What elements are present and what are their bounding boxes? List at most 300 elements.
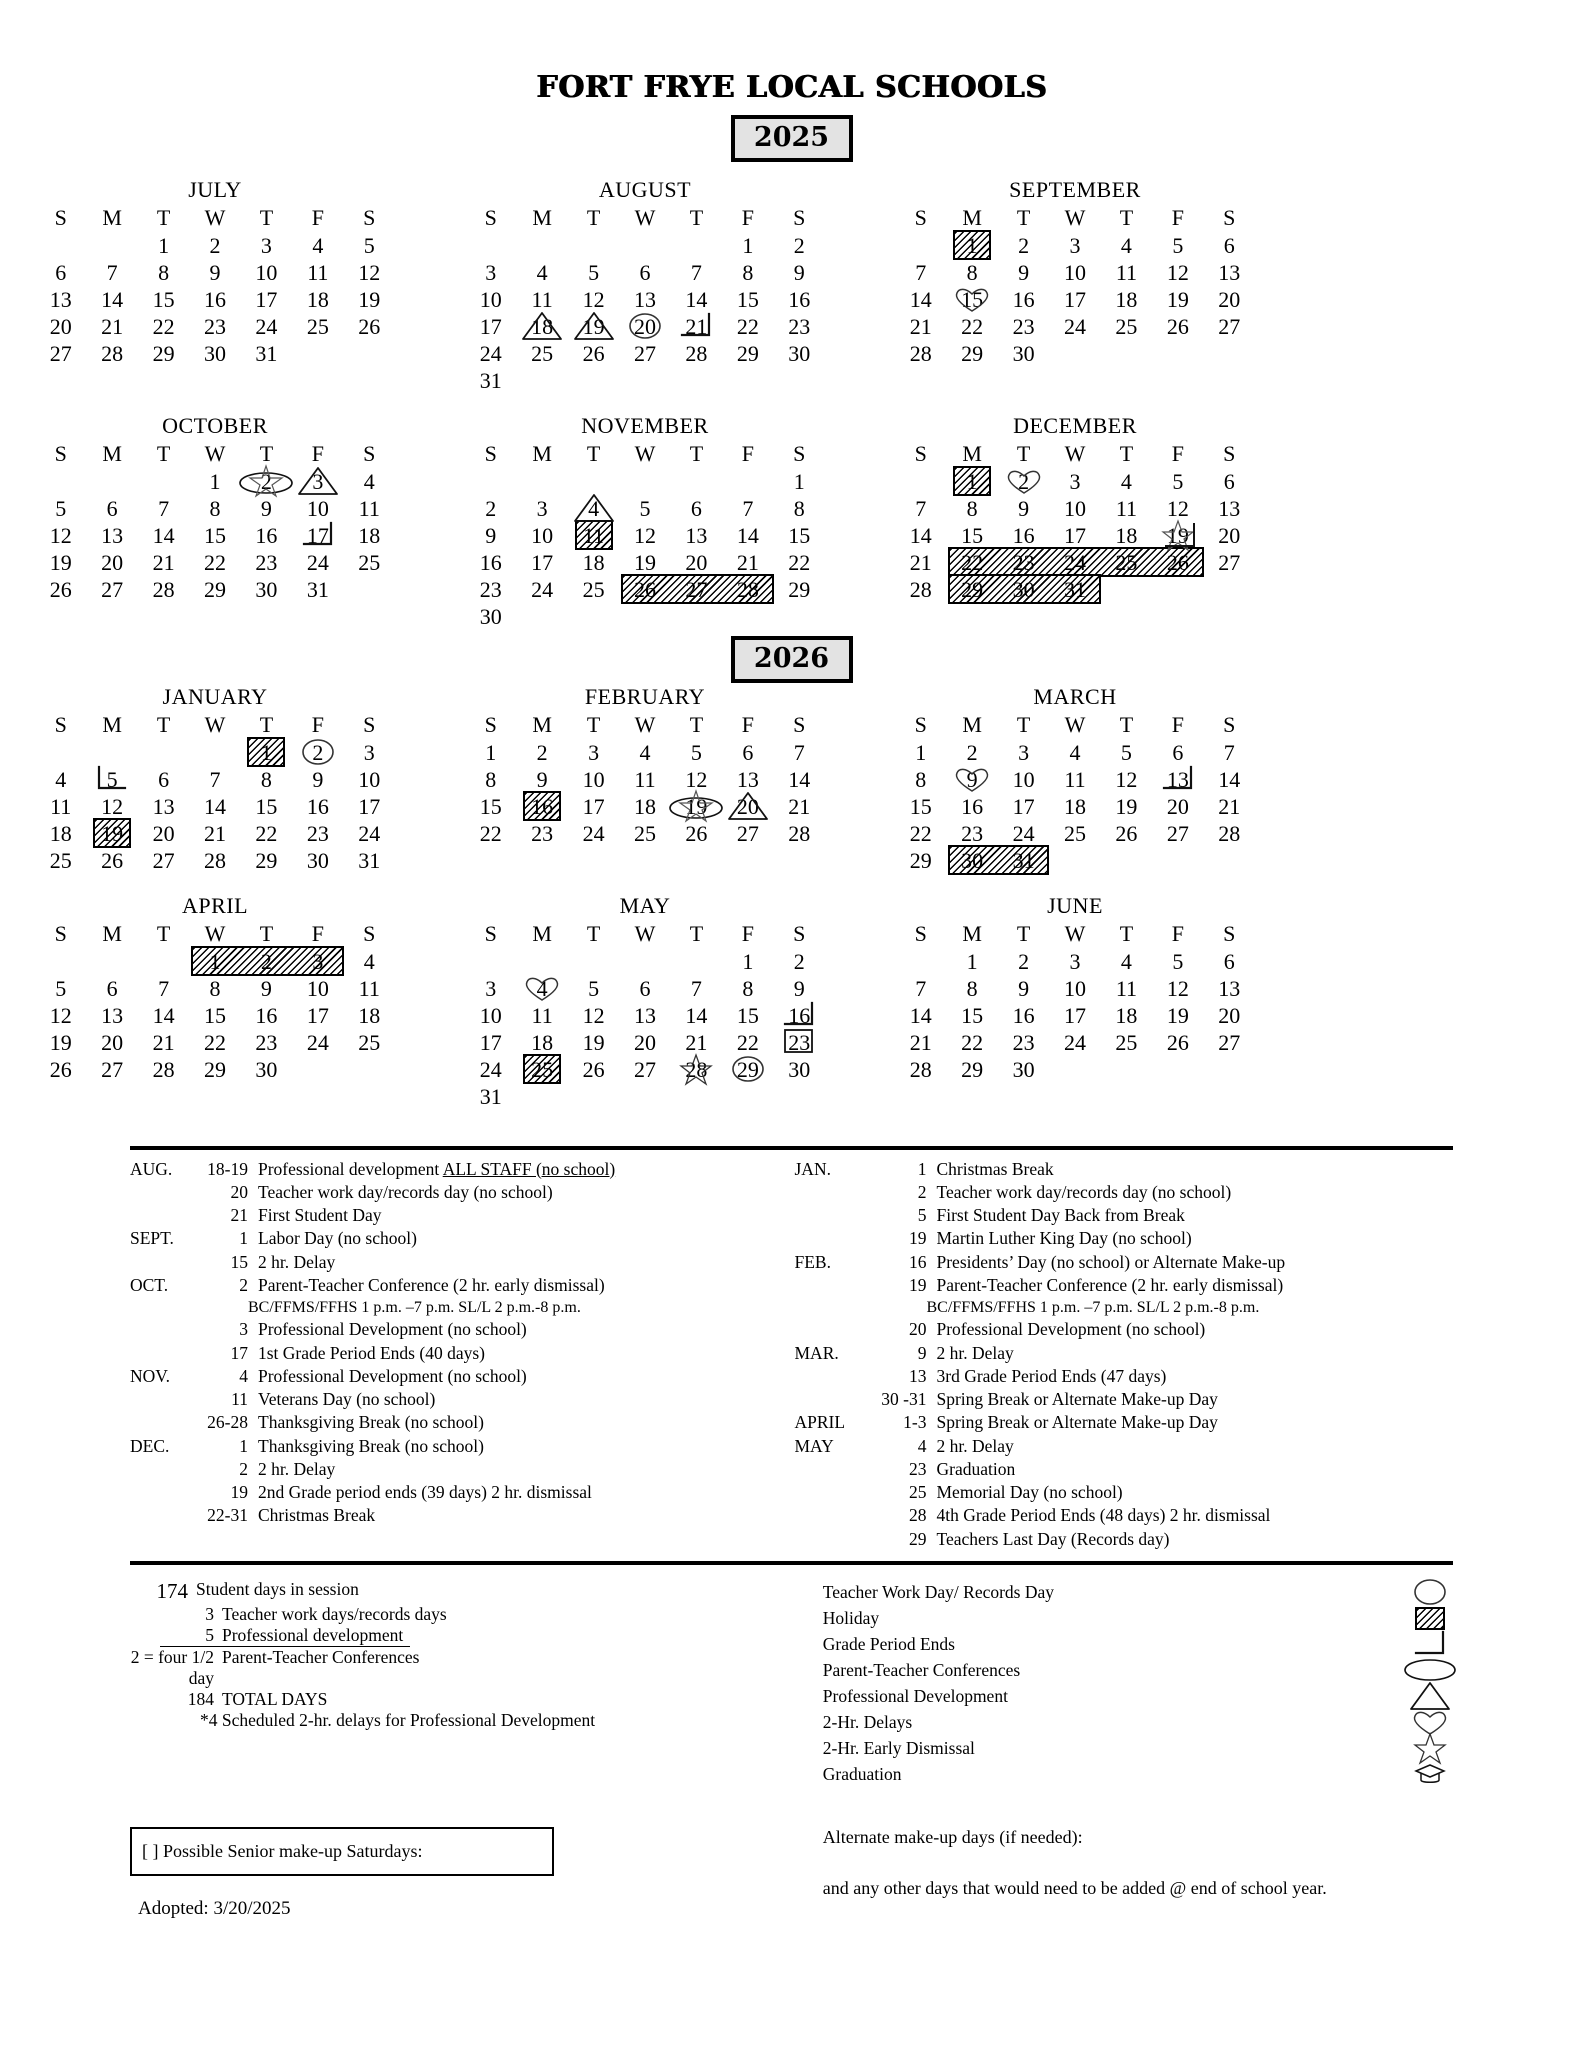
day-cell[interactable] [138,313,189,340]
day-cell[interactable] [1152,820,1203,847]
day-cell[interactable] [35,1029,86,1056]
day-cell[interactable] [465,1029,516,1056]
day-cell[interactable] [671,259,722,286]
day-cell[interactable] [189,975,240,1002]
day-cell[interactable] [722,820,773,847]
day-cell[interactable] [1204,975,1255,1002]
day-cell[interactable] [138,549,189,576]
day-cell[interactable] [465,495,516,522]
day-cell[interactable] [568,1029,619,1056]
day-cell[interactable] [1204,495,1255,522]
day-cell[interactable] [1049,766,1100,793]
day-cell[interactable] [241,1029,292,1056]
day-cell[interactable] [998,793,1049,820]
day-cell[interactable] [722,1056,773,1083]
day-cell[interactable] [722,259,773,286]
day-cell[interactable] [1204,313,1255,340]
day-cell[interactable] [465,286,516,313]
day-cell[interactable] [1204,522,1255,549]
day-cell[interactable] [344,468,395,495]
day-cell[interactable] [86,766,137,793]
day-cell[interactable] [998,820,1049,847]
day-cell[interactable] [1152,232,1203,259]
day-cell[interactable] [138,1056,189,1083]
day-cell[interactable] [1152,975,1203,1002]
day-cell[interactable] [292,975,343,1002]
day-cell[interactable] [1152,495,1203,522]
day-cell[interactable] [671,522,722,549]
day-cell[interactable] [895,259,946,286]
day-cell[interactable] [344,975,395,1002]
day-cell[interactable] [774,739,825,766]
day-cell[interactable] [35,793,86,820]
day-cell[interactable] [292,495,343,522]
day-cell[interactable] [138,1029,189,1056]
day-cell[interactable] [671,549,722,576]
day-cell[interactable] [1152,1029,1203,1056]
day-cell[interactable] [292,522,343,549]
day-cell[interactable] [138,1002,189,1029]
day-cell[interactable] [671,1002,722,1029]
day-cell[interactable] [292,259,343,286]
day-cell[interactable] [895,820,946,847]
day-cell[interactable] [722,340,773,367]
day-cell[interactable] [568,820,619,847]
day-cell[interactable] [241,975,292,1002]
day-cell[interactable] [1204,739,1255,766]
day-cell[interactable] [568,739,619,766]
day-cell[interactable] [671,286,722,313]
day-cell[interactable] [895,549,946,576]
day-cell[interactable] [774,232,825,259]
day-cell[interactable] [774,975,825,1002]
day-cell[interactable] [138,495,189,522]
day-cell[interactable] [619,1056,670,1083]
day-cell[interactable] [241,766,292,793]
day-cell[interactable] [516,259,567,286]
day-cell[interactable] [35,975,86,1002]
day-cell[interactable] [895,793,946,820]
day-cell[interactable] [189,793,240,820]
day-cell[interactable] [189,286,240,313]
day-cell[interactable] [241,820,292,847]
day-cell[interactable] [465,1056,516,1083]
day-cell[interactable] [35,576,86,603]
day-cell[interactable] [722,793,773,820]
day-cell[interactable] [516,1002,567,1029]
day-cell[interactable] [722,766,773,793]
day-cell[interactable] [138,259,189,286]
day-cell[interactable] [516,766,567,793]
day-cell[interactable] [1204,259,1255,286]
day-cell[interactable] [619,766,670,793]
day-cell[interactable] [189,468,240,495]
day-cell[interactable] [619,495,670,522]
day-cell[interactable] [189,549,240,576]
day-cell[interactable] [138,576,189,603]
day-cell[interactable] [1152,259,1203,286]
day-cell[interactable] [568,340,619,367]
day-cell[interactable] [895,1056,946,1083]
day-cell[interactable] [1101,820,1152,847]
day-cell[interactable] [619,975,670,1002]
day-cell[interactable] [946,468,997,495]
day-cell[interactable] [671,975,722,1002]
day-cell[interactable] [568,1056,619,1083]
day-cell[interactable] [241,286,292,313]
day-cell[interactable] [722,1029,773,1056]
day-cell[interactable] [1152,313,1203,340]
day-cell[interactable] [722,232,773,259]
day-cell[interactable] [1204,793,1255,820]
day-cell[interactable] [241,313,292,340]
day-cell[interactable] [1049,286,1100,313]
day-cell[interactable] [1049,1002,1100,1029]
day-cell[interactable] [568,793,619,820]
day-cell[interactable] [465,766,516,793]
day-cell[interactable] [189,495,240,522]
day-cell[interactable] [344,1029,395,1056]
day-cell[interactable] [1152,1002,1203,1029]
day-cell[interactable] [774,766,825,793]
day-cell[interactable] [1049,522,1100,549]
day-cell[interactable] [86,549,137,576]
day-cell[interactable] [35,847,86,874]
day-cell[interactable] [895,1002,946,1029]
day-cell[interactable] [35,286,86,313]
day-cell[interactable] [895,522,946,549]
day-cell[interactable] [241,340,292,367]
day-cell[interactable] [946,232,997,259]
day-cell[interactable] [344,313,395,340]
day-cell[interactable] [1204,820,1255,847]
day-cell[interactable] [344,948,395,975]
day-cell[interactable] [1152,286,1203,313]
day-cell[interactable] [292,820,343,847]
day-cell[interactable] [946,313,997,340]
day-cell[interactable] [1049,313,1100,340]
day-cell[interactable] [1204,232,1255,259]
day-cell[interactable] [568,286,619,313]
day-cell[interactable] [344,259,395,286]
day-cell[interactable] [1049,975,1100,1002]
day-cell[interactable] [465,522,516,549]
day-cell[interactable] [946,820,997,847]
day-cell[interactable] [292,1029,343,1056]
day-cell[interactable] [619,286,670,313]
day-cell[interactable] [86,820,137,847]
day-cell[interactable] [895,495,946,522]
day-cell[interactable] [774,313,825,340]
day-cell[interactable] [86,286,137,313]
day-cell[interactable] [774,820,825,847]
day-cell[interactable] [292,766,343,793]
day-cell[interactable] [568,1002,619,1029]
day-cell[interactable] [241,468,292,495]
day-cell[interactable] [722,522,773,549]
day-cell[interactable] [1049,232,1100,259]
day-cell[interactable] [1101,468,1152,495]
day-cell[interactable] [998,1029,1049,1056]
day-cell[interactable] [86,522,137,549]
day-cell[interactable] [241,259,292,286]
day-cell[interactable] [465,820,516,847]
day-cell[interactable] [344,820,395,847]
day-cell[interactable] [774,340,825,367]
day-cell[interactable] [722,948,773,975]
day-cell[interactable] [1101,495,1152,522]
day-cell[interactable] [946,259,997,286]
day-cell[interactable] [1152,766,1203,793]
day-cell[interactable] [241,1002,292,1029]
day-cell[interactable] [516,1029,567,1056]
day-cell[interactable] [1049,793,1100,820]
day-cell[interactable] [189,313,240,340]
day-cell[interactable] [998,522,1049,549]
day-cell[interactable] [292,847,343,874]
day-cell[interactable] [946,948,997,975]
day-cell[interactable] [292,549,343,576]
day-cell[interactable] [1101,522,1152,549]
day-cell[interactable] [774,576,825,603]
day-cell[interactable] [86,1056,137,1083]
day-cell[interactable] [35,259,86,286]
day-cell[interactable] [1204,549,1255,576]
day-cell[interactable] [241,522,292,549]
day-cell[interactable] [895,739,946,766]
day-cell[interactable] [189,820,240,847]
day-cell[interactable] [344,739,395,766]
day-cell[interactable] [998,286,1049,313]
day-cell[interactable] [619,340,670,367]
day-cell[interactable] [619,313,670,340]
day-cell[interactable] [189,232,240,259]
day-cell[interactable] [1152,793,1203,820]
day-cell[interactable] [86,975,137,1002]
day-cell[interactable] [619,1029,670,1056]
day-cell[interactable] [1101,975,1152,1002]
day-cell[interactable] [998,1002,1049,1029]
day-cell[interactable] [292,286,343,313]
day-cell[interactable] [516,820,567,847]
day-cell[interactable] [241,232,292,259]
day-cell[interactable] [35,340,86,367]
day-cell[interactable] [344,232,395,259]
day-cell[interactable] [138,232,189,259]
day-cell[interactable] [292,739,343,766]
day-cell[interactable] [895,975,946,1002]
day-cell[interactable] [568,259,619,286]
day-cell[interactable] [946,1002,997,1029]
day-cell[interactable] [946,975,997,1002]
day-cell[interactable] [138,340,189,367]
day-cell[interactable] [86,259,137,286]
day-cell[interactable] [1204,1002,1255,1029]
day-cell[interactable] [344,549,395,576]
day-cell[interactable] [1101,1029,1152,1056]
day-cell[interactable] [516,1056,567,1083]
day-cell[interactable] [1049,739,1100,766]
day-cell[interactable] [722,739,773,766]
day-cell[interactable] [1049,820,1100,847]
day-cell[interactable] [1101,793,1152,820]
day-cell[interactable] [946,793,997,820]
day-cell[interactable] [568,549,619,576]
day-cell[interactable] [516,549,567,576]
day-cell[interactable] [465,549,516,576]
day-cell[interactable] [946,522,997,549]
day-cell[interactable] [619,793,670,820]
day-cell[interactable] [998,313,1049,340]
day-cell[interactable] [895,847,946,874]
day-cell[interactable] [516,522,567,549]
day-cell[interactable] [774,286,825,313]
day-cell[interactable] [1204,286,1255,313]
day-cell[interactable] [86,793,137,820]
day-cell[interactable] [516,793,567,820]
day-cell[interactable] [774,1029,825,1056]
day-cell[interactable] [86,576,137,603]
day-cell[interactable] [465,340,516,367]
day-cell[interactable] [189,1002,240,1029]
day-cell[interactable] [1101,232,1152,259]
day-cell[interactable] [138,847,189,874]
day-cell[interactable] [619,739,670,766]
day-cell[interactable] [998,975,1049,1002]
day-cell[interactable] [774,522,825,549]
day-cell[interactable] [671,793,722,820]
day-cell[interactable] [465,975,516,1002]
day-cell[interactable] [568,766,619,793]
day-cell[interactable] [241,847,292,874]
day-cell[interactable] [774,468,825,495]
day-cell[interactable] [774,495,825,522]
day-cell[interactable] [344,286,395,313]
day-cell[interactable] [998,340,1049,367]
day-cell[interactable] [292,313,343,340]
day-cell[interactable] [671,495,722,522]
day-cell[interactable] [619,1002,670,1029]
day-cell[interactable] [86,1029,137,1056]
day-cell[interactable] [241,1056,292,1083]
day-cell[interactable] [1152,522,1203,549]
day-cell[interactable] [619,522,670,549]
day-cell[interactable] [671,313,722,340]
day-cell[interactable] [86,847,137,874]
day-cell[interactable] [671,766,722,793]
day-cell[interactable] [516,286,567,313]
day-cell[interactable] [189,259,240,286]
day-cell[interactable] [946,1029,997,1056]
day-cell[interactable] [465,367,516,394]
day-cell[interactable] [722,495,773,522]
day-cell[interactable] [138,975,189,1002]
day-cell[interactable] [516,975,567,1002]
day-cell[interactable] [722,975,773,1002]
day-cell[interactable] [1152,468,1203,495]
day-cell[interactable] [516,313,567,340]
day-cell[interactable] [35,313,86,340]
day-cell[interactable] [292,1002,343,1029]
day-cell[interactable] [895,286,946,313]
day-cell[interactable] [138,286,189,313]
day-cell[interactable] [1204,766,1255,793]
day-cell[interactable] [1049,259,1100,286]
day-cell[interactable] [568,576,619,603]
day-cell[interactable] [722,1002,773,1029]
day-cell[interactable] [465,259,516,286]
day-cell[interactable] [895,766,946,793]
day-cell[interactable] [35,1002,86,1029]
day-cell[interactable] [946,739,997,766]
day-cell[interactable] [895,576,946,603]
day-cell[interactable] [35,495,86,522]
day-cell[interactable] [998,495,1049,522]
day-cell[interactable] [568,313,619,340]
day-cell[interactable] [344,847,395,874]
day-cell[interactable] [1049,948,1100,975]
day-cell[interactable] [292,793,343,820]
day-cell[interactable] [568,522,619,549]
day-cell[interactable] [671,340,722,367]
day-cell[interactable] [722,313,773,340]
day-cell[interactable] [138,522,189,549]
day-cell[interactable] [465,793,516,820]
day-cell[interactable] [241,793,292,820]
day-cell[interactable] [1101,286,1152,313]
day-cell[interactable] [671,1056,722,1083]
day-cell[interactable] [189,766,240,793]
day-cell[interactable] [1101,766,1152,793]
day-cell[interactable] [671,739,722,766]
day-cell[interactable] [138,820,189,847]
day-cell[interactable] [1049,1029,1100,1056]
day-cell[interactable] [998,739,1049,766]
day-cell[interactable] [344,766,395,793]
day-cell[interactable] [35,766,86,793]
day-cell[interactable] [1101,948,1152,975]
day-cell[interactable] [465,576,516,603]
day-cell[interactable] [1049,468,1100,495]
day-cell[interactable] [465,313,516,340]
day-cell[interactable] [35,549,86,576]
day-cell[interactable] [998,259,1049,286]
day-cell[interactable] [895,313,946,340]
day-cell[interactable] [189,847,240,874]
day-cell[interactable] [344,1002,395,1029]
day-cell[interactable] [946,1056,997,1083]
day-cell[interactable] [292,576,343,603]
day-cell[interactable] [189,1056,240,1083]
day-cell[interactable] [189,340,240,367]
day-cell[interactable] [671,820,722,847]
day-cell[interactable] [344,495,395,522]
day-cell[interactable] [946,340,997,367]
day-cell[interactable] [516,495,567,522]
day-cell[interactable] [1204,468,1255,495]
day-cell[interactable] [86,1002,137,1029]
day-cell[interactable] [86,340,137,367]
day-cell[interactable] [946,766,997,793]
day-cell[interactable] [1101,739,1152,766]
day-cell[interactable] [774,1056,825,1083]
day-cell[interactable] [998,468,1049,495]
day-cell[interactable] [516,340,567,367]
day-cell[interactable] [619,820,670,847]
day-cell[interactable] [86,495,137,522]
day-cell[interactable] [292,468,343,495]
day-cell[interactable] [619,259,670,286]
